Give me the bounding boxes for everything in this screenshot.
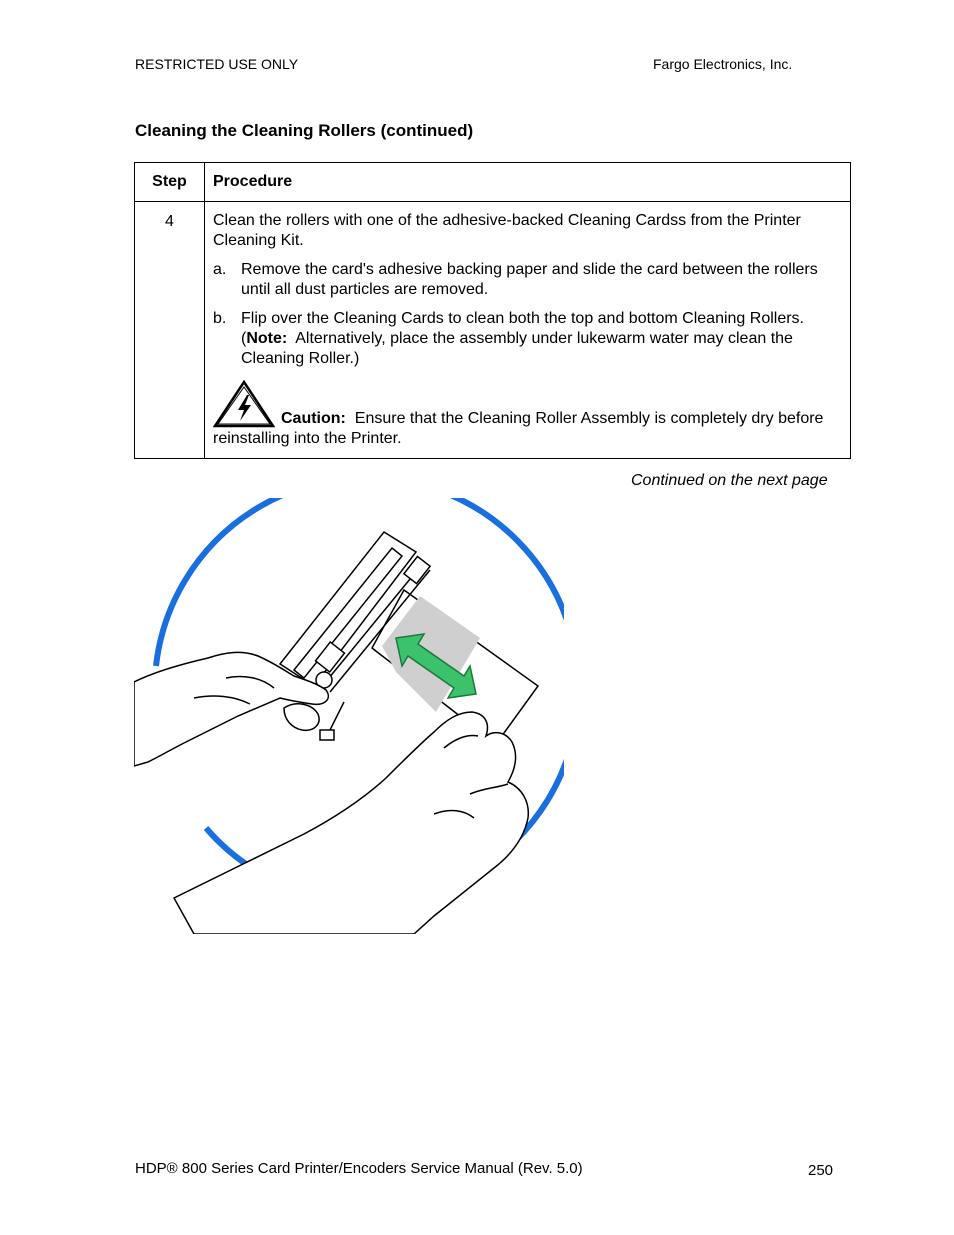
note-label: Note: [246, 330, 288, 347]
procedure-table [134, 162, 851, 459]
step-column-header: Step [135, 163, 205, 202]
electrical-hazard-icon [213, 379, 275, 429]
procedure-intro: Clean the rollers with one of the adhesive-backed Cleaning Cardss from the Printer Cleaning Kit. [213, 212, 801, 249]
substep-b [213, 309, 840, 369]
table-row [135, 202, 851, 459]
right-hand [174, 712, 528, 934]
cleaning-card-illustration [134, 498, 564, 934]
substep-b-pre: Flip over the Cleaning Cards to clean both the top and bottom Cleaning Rollers. ( [241, 310, 804, 347]
substep-a [213, 260, 840, 300]
procedure-column-header: Procedure [205, 163, 851, 202]
page-number: 250 [808, 1162, 834, 1179]
procedure-cell [205, 202, 851, 459]
substep-a-label: a. [213, 261, 227, 278]
table-header-row [135, 163, 851, 202]
section-title: Cleaning the Cleaning Rollers (continued) [135, 121, 474, 140]
substep-b-label: b. [213, 310, 227, 327]
substep-a-text: Remove the card's adhesive backing paper and slide the card between the rollers until all dust particles are removed. [241, 261, 818, 298]
step-number: 4 [135, 202, 205, 459]
footer-manual-title: HDP® 800 Series Card Printer/Encoders Service Manual (Rev. 5.0) [135, 1160, 583, 1177]
substep-b-text [241, 310, 804, 367]
header-company: Fargo Electronics, Inc. [653, 56, 793, 72]
caution-block [213, 379, 840, 449]
note-text: Alternatively, place the assembly under lukewarm water may clean the Cleaning Roller.) [241, 330, 798, 367]
header-restricted: RESTRICTED USE ONLY [135, 56, 299, 72]
caution-label: Caution: [281, 410, 346, 427]
caution-text: Ensure that the Cleaning Roller Assembly is completely dry before reinstalling into the Printer. [213, 410, 828, 447]
continued-note: Continued on the next page [631, 472, 828, 489]
